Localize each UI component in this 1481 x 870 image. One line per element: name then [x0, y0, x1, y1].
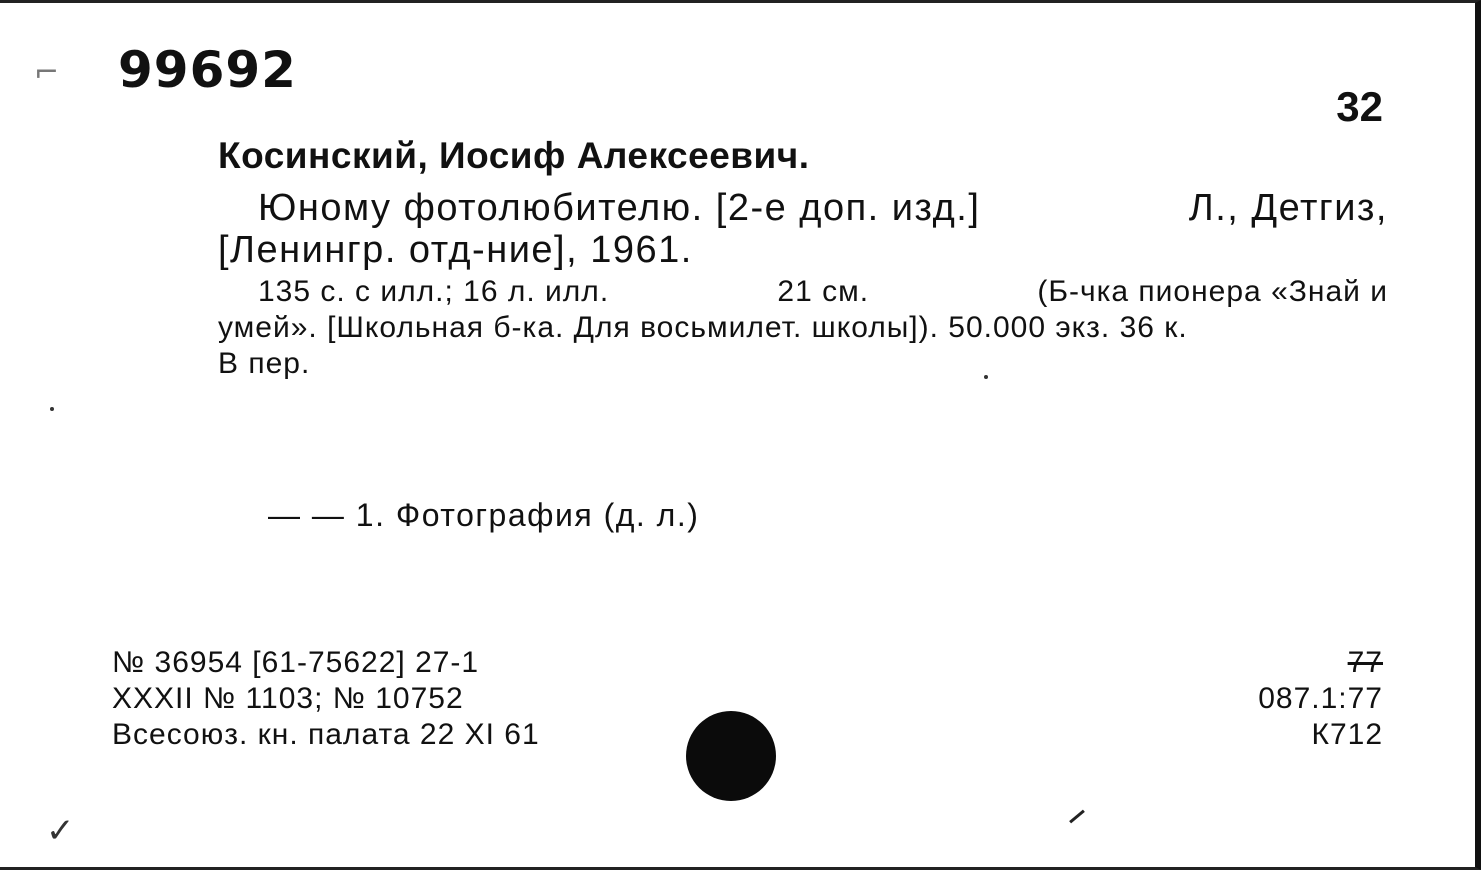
speck	[984, 375, 988, 379]
title-line-1	[218, 187, 1388, 230]
page-number: 32	[1336, 83, 1383, 130]
punch-hole	[686, 711, 776, 801]
series-text: (Б-чка пионера «Знай и	[1037, 275, 1388, 308]
size-text: 21 см.	[777, 275, 870, 308]
collation-line-2: умей». [Школьная б-ка. Для восьмилет. школы]). 50.000 экз. 36 к.	[218, 311, 1188, 344]
registration-line-1: № 36954 [61-75622] 27-1	[112, 646, 480, 679]
registration-info	[112, 645, 540, 753]
classification-line-1: 77	[1347, 646, 1383, 679]
author-heading: Косинский, Иосиф Алексеевич.	[218, 135, 810, 176]
classification-line-2: 087.1:77	[1258, 682, 1383, 715]
handwritten-number: 99692	[118, 41, 297, 99]
classification-info	[1258, 645, 1383, 753]
registration-line-3: Всесоюз. кн. палата 22 XI 61	[112, 718, 540, 751]
pencil-tick-icon	[1069, 810, 1085, 824]
pencil-check-icon: ✓	[46, 811, 75, 851]
collation-line-3: В пер.	[218, 347, 311, 380]
subject-heading: — — 1. Фотография (д. л.)	[268, 497, 700, 533]
pencil-mark-icon: ⌐	[34, 55, 60, 90]
title-text: Юному фотолюбителю. [2-е доп. изд.]	[258, 187, 981, 229]
classification-line-3: К712	[1311, 718, 1383, 751]
title-line-2: [Ленингр. отд-ние], 1961.	[218, 229, 693, 271]
registration-line-2: XXXII № 1103; № 10752	[112, 682, 464, 715]
speck	[50, 407, 54, 411]
collation-line-1	[218, 275, 1388, 309]
pagination-text: 135 с. с илл.; 16 л. илл.	[258, 275, 610, 308]
publisher-text: Л., Детгиз,	[1188, 187, 1388, 229]
